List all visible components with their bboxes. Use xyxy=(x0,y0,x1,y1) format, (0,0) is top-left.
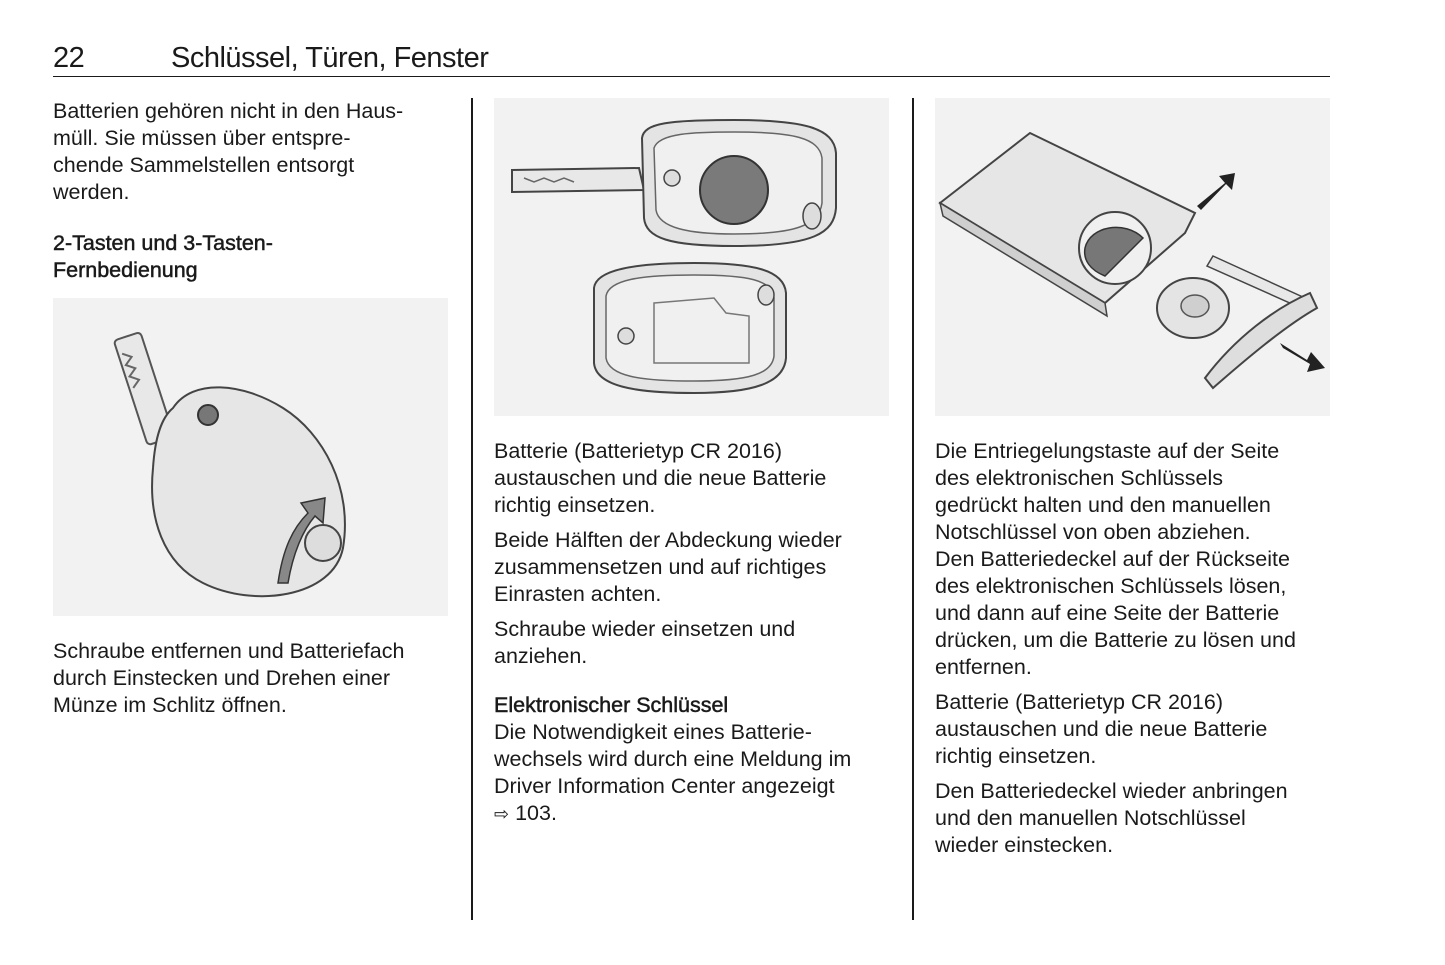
text-line: Schraube wieder einsetzen und xyxy=(494,617,796,641)
battery-replace-paragraph xyxy=(494,438,894,519)
text-line: drücken, um die Batterie zu lösen und xyxy=(935,628,1296,652)
text-line: austauschen und die neue Batterie xyxy=(494,466,827,490)
chapter-title: Schlüssel, Türen, Fenster xyxy=(171,42,489,74)
text-line: anziehen. xyxy=(494,644,588,668)
column-3 xyxy=(935,98,1335,859)
text-line: zusammensetzen und auf richtiges xyxy=(494,555,827,579)
text-line: Schraube entfernen und Batteriefach xyxy=(53,639,405,663)
column-divider-2 xyxy=(912,98,914,920)
text-line: Die Entriegelungstaste auf der Seite xyxy=(935,439,1280,463)
column-divider-1 xyxy=(471,98,473,920)
heading-line: 2-Tasten und 3-Tasten- xyxy=(53,231,273,255)
text-line: wechsels wird durch eine Meldung im xyxy=(494,747,852,771)
section-heading-remote xyxy=(53,230,453,284)
text-line: austauschen und die neue Batterie xyxy=(935,717,1268,741)
text-line: Einrasten achten. xyxy=(494,582,662,606)
arrow-right-icon: ⇨ xyxy=(494,804,510,824)
electronic-key-paragraph xyxy=(494,719,894,828)
text-line: wieder einstecken. xyxy=(935,833,1114,857)
text-line: Batterien gehören nicht in den Haus- xyxy=(53,99,404,123)
text-line: Münze im Schlitz öffnen. xyxy=(53,693,287,717)
text-line: Driver Information Center angezeigt xyxy=(494,774,835,798)
text-line: Notschlüssel von oben abziehen. xyxy=(935,520,1251,544)
text-line: entfernen. xyxy=(935,655,1032,679)
text-line: richtig einsetzen. xyxy=(935,744,1097,768)
text-line: und dann auf eine Seite der Batterie xyxy=(935,601,1280,625)
heading-line: Fernbedienung xyxy=(53,258,198,282)
text-line: Den Batteriedeckel wieder anbringen xyxy=(935,779,1288,803)
opened-key-housing-figure xyxy=(494,98,889,416)
screw-paragraph xyxy=(494,616,894,670)
text-line: werden. xyxy=(53,180,130,204)
intro-paragraph xyxy=(53,98,453,206)
reattach-cover-paragraph xyxy=(935,778,1335,859)
caption-paragraph xyxy=(53,638,453,719)
column-1 xyxy=(53,98,453,719)
text-line: chende Sammelstellen entsorgt xyxy=(53,153,355,177)
page-number: 22 xyxy=(53,42,85,74)
page-reference-link[interactable]: 103. xyxy=(515,801,557,825)
text-line: des elektronischen Schlüssels lösen, xyxy=(935,574,1287,598)
text-line: des elektronischen Schlüssels xyxy=(935,466,1224,490)
opened-key-housing-icon xyxy=(494,98,889,416)
text-line: Den Batteriedeckel auf der Rückseite xyxy=(935,547,1290,571)
text-line: Beide Hälften der Abdeckung wieder xyxy=(494,528,842,552)
text-line: gedrückt halten und den manuellen xyxy=(935,493,1271,517)
column-2 xyxy=(494,98,894,828)
text-line: Die Notwendigkeit eines Batterie- xyxy=(494,720,812,744)
text-line: durch Einstecken und Drehen einer xyxy=(53,666,391,690)
text-line: Batterie (Batterietyp CR 2016) xyxy=(494,439,782,463)
remote-key-icon xyxy=(53,298,448,616)
electronic-key-card-icon xyxy=(935,98,1330,416)
remote-key-figure xyxy=(53,298,448,616)
page-header xyxy=(53,38,1330,77)
battery-replace-paragraph xyxy=(935,689,1335,770)
reassemble-paragraph xyxy=(494,527,894,608)
text-line: und den manuellen Notschlüssel xyxy=(935,806,1246,830)
text-line: Batterie (Batterietyp CR 2016) xyxy=(935,690,1223,714)
text-line: müll. Sie müssen über entspre- xyxy=(53,126,351,150)
electronic-key-card-figure xyxy=(935,98,1330,416)
release-button-paragraph xyxy=(935,438,1335,681)
section-heading-electronic-key: Elektronischer Schlüssel xyxy=(494,693,729,717)
text-line: richtig einsetzen. xyxy=(494,493,656,517)
